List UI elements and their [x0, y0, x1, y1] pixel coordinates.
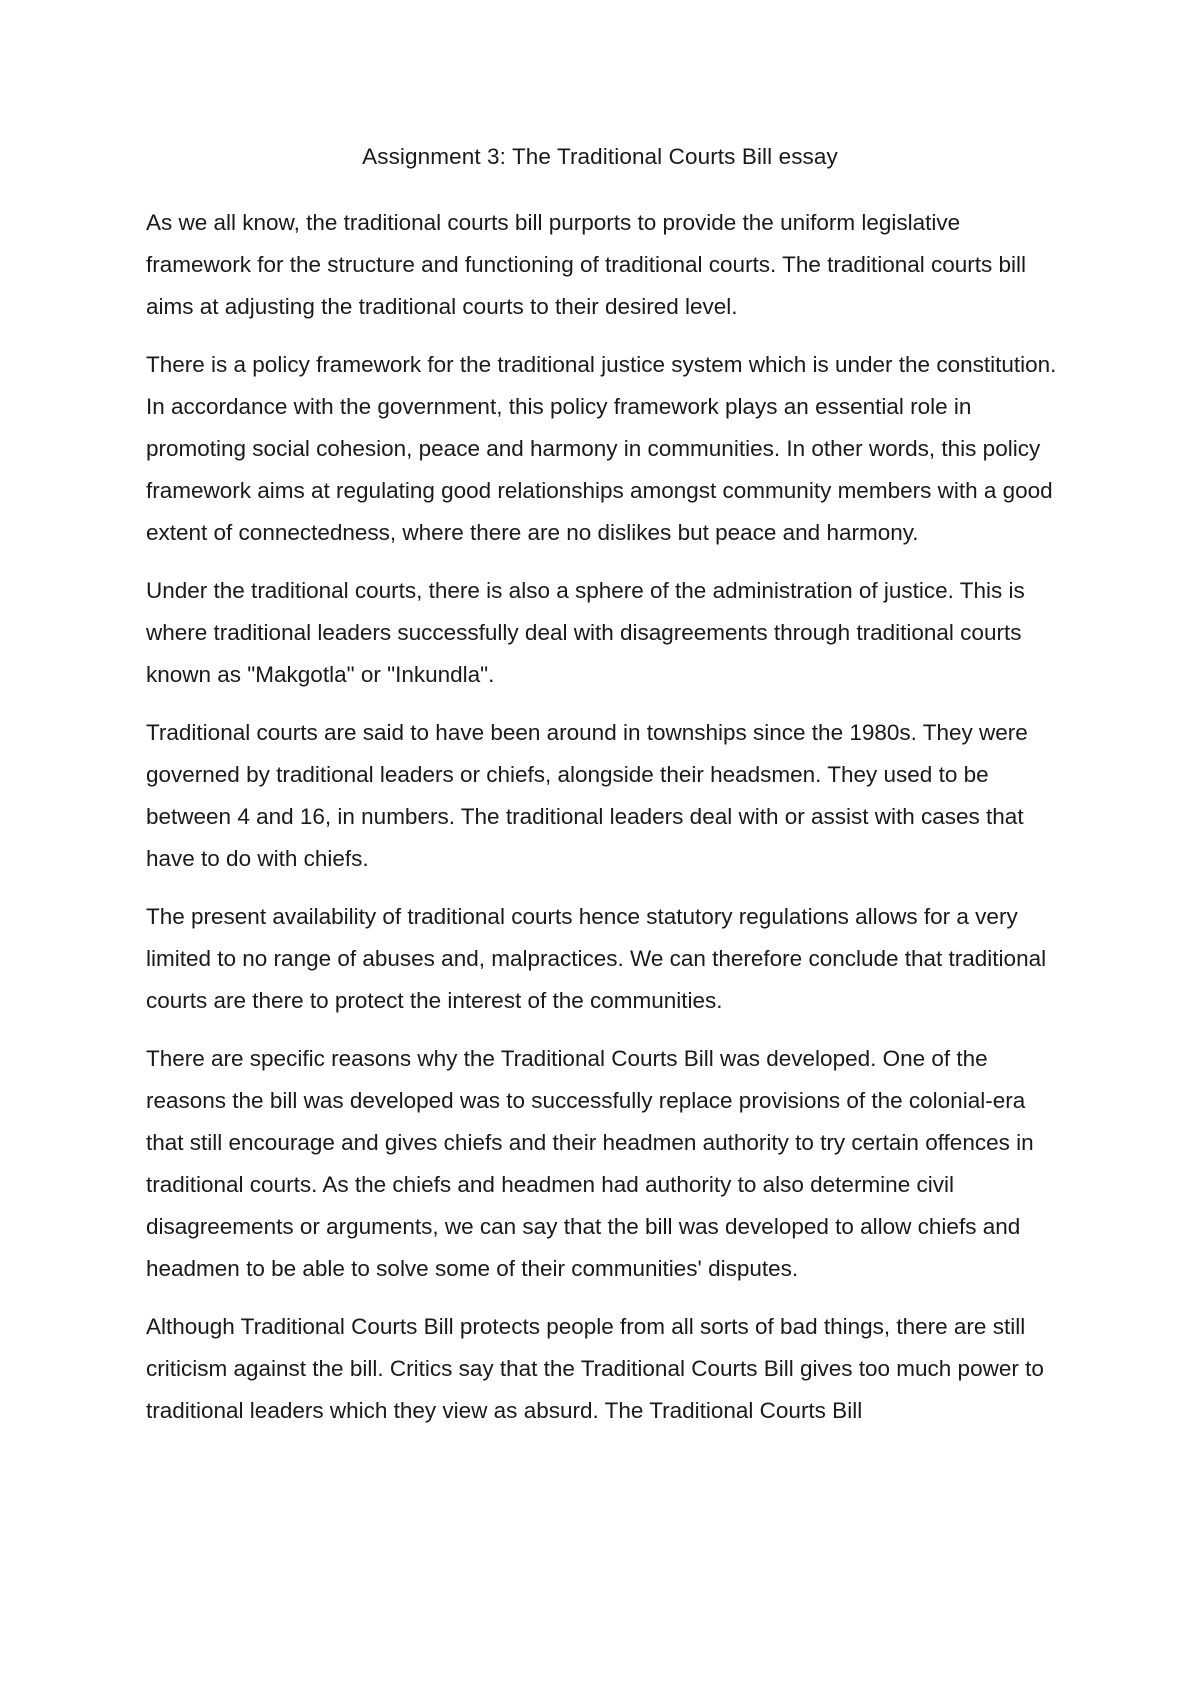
- paragraph-6: There are specific reasons why the Traditional Courts Bill was developed. One of the reasons the bill was developed was to successfully replace provisions of the colonial-era that still encourage and gives chiefs and their headmen authority to try certain offences in traditional courts. As the chiefs and headmen had authority to also determine civil disagreements or arguments, we can say that the bill was developed to allow chiefs and headmen to be able to solve some of their communities' disputes.: [146, 1046, 1034, 1281]
- paragraph-3: Under the traditional courts, there is also a sphere of the administration of justice. This is where traditional leaders successfully deal with disagreements through traditional courts known as "Makgotla" or "Inkundla".: [146, 578, 1025, 687]
- document-title: Assignment 3: The Traditional Courts Bill essay: [362, 144, 838, 169]
- paragraph-7: Although Traditional Courts Bill protects people from all sorts of bad things, there are still criticism against the bill. Critics say that the Traditional Courts Bill gives too much power to traditional leaders which they view as absurd. The Traditional Courts Bill: [146, 1314, 1044, 1423]
- paragraph-5: The present availability of traditional courts hence statutory regulations allows for a very limited to no range of abuses and, malpractices. We can therefore conclude that traditional courts are there to protect the interest of the communities.: [146, 904, 1047, 1013]
- document-body: [146, 202, 1066, 1448]
- paragraph-2: There is a policy framework for the traditional justice system which is under the constitution. In accordance with the government, this policy framework plays an essential role in promoting social cohesion, peace and harmony in communities. In other words, this policy framework aims at regulating good relationships amongst community members with a good extent of connectedness, where there are no dislikes but peace and harmony.: [146, 352, 1057, 545]
- paragraph-4: Traditional courts are said to have been around in townships since the 1980s. They were governed by traditional leaders or chiefs, alongside their headsmen. They used to be between 4 and 16, in numbers. The traditional leaders deal with or assist with cases that have to do with chiefs.: [146, 720, 1028, 871]
- paragraph-1: As we all know, the traditional courts bill purports to provide the uniform legislative framework for the structure and functioning of traditional courts. The traditional courts bill aims at adjusting the traditional courts to their desired level.: [146, 210, 1027, 319]
